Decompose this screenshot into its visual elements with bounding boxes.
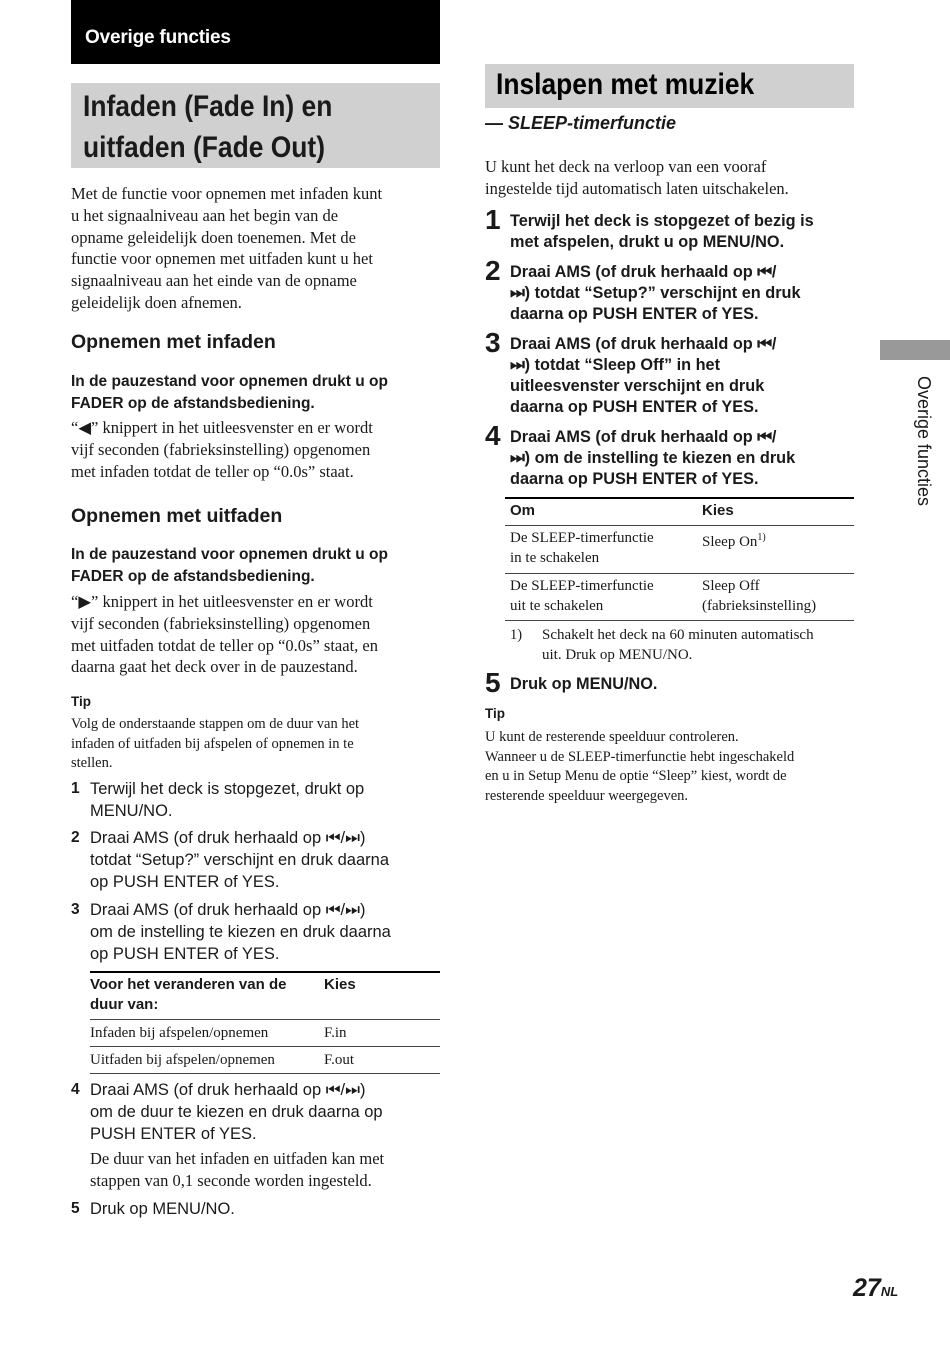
table-row: Infaden bij afspelen/opnemen F.in [90, 1025, 347, 1041]
fadeout-text: “▶” knippert in het uitleesvenster en er wordt vijf seconden (fabrieksinstelling) opgenomen met uitfaden totdat de teller op “0.0s” staat, en daarna gaat het deck over in de pauzestand. [71, 592, 378, 677]
right-title-box [485, 64, 854, 108]
right-table-row-1 [510, 528, 854, 572]
table-row: Uitfaden bij afspelen/opnemen F.out [90, 1052, 355, 1068]
section-band-label: Overige functies [85, 27, 231, 48]
table-row: De SLEEP-timerfunctie uit te schakelen Sleep Off (fabrieksinstelling) [510, 578, 817, 614]
right-subtitle: — SLEEP-timerfunctie [485, 113, 677, 133]
right-intro: U kunt het deck na verloop van een vooraf ingestelde tijd automatisch laten uitschakelen. [485, 157, 789, 198]
fadeout-instruction: In de pauzestand voor opnemen drukt u op FADER op de afstandsbediening. [71, 546, 388, 585]
fadeout-heading: Opnemen met uitfaden [71, 505, 283, 527]
left-step-4-note: De duur van het infaden en uitfaden kan met stappen van 0,1 seconde worden ingesteld. [90, 1149, 385, 1190]
left-table-body [90, 1023, 440, 1077]
left-table [90, 975, 440, 1019]
section-band [71, 0, 440, 64]
page-number: 27NL [853, 1274, 899, 1302]
table-row: De SLEEP-timerfunctie in te schakelen Sleep On$^{1)}$ [510, 530, 766, 566]
side-tab-label: Overige functies [914, 376, 934, 507]
left-table-top-rule [90, 971, 440, 973]
fadein-instruction: In de pauzestand voor opnemen drukt u op FADER op de afstandsbediening. [71, 373, 388, 412]
fadein-heading: Opnemen met infaden [71, 331, 276, 353]
right-table-head [510, 501, 854, 524]
fadein-text: “◀” knippert in het uitleesvenster en er wordt vijf seconden (fabrieksinstelling) opgenomen met infaden totdat de teller op “0.0s” staat. [71, 418, 373, 481]
left-title: Infaden (Fade In) en uitfaden (Fade Out) [83, 90, 333, 164]
footnote-mark: 1) [510, 627, 523, 643]
footnote-text: Schakelt het deck na 60 minuten automatisch uit. Druk op MENU/NO. [542, 627, 814, 663]
right-tip-text: U kunt de resterende speelduur controleren. Wanneer u de SLEEP-timerfunctie hebt ingeschakeld en u in Setup Menu de optie “Sleep” kiest, wordt de resterende speelduur weergegeven. [485, 729, 795, 804]
left-tip-heading: Tip [71, 694, 91, 709]
right-table-row-2 [510, 576, 854, 620]
left-intro: Met de functie voor opnemen met infaden kunt u het signaalniveau aan het begin van de opname geleidelijk doen toenemen. Met de functie voor opnemen met uitfaden kunt u het signaalniveau aan het einde van de opname geleidelijk doen afnemen. [71, 184, 383, 312]
left-table-header-1: Voor het veranderen van de duur van: [90, 976, 287, 1013]
right-table-header-1: Om [510, 502, 536, 519]
side-tab-marker [880, 340, 950, 360]
right-table-top-rule [505, 497, 854, 499]
left-title-box [71, 83, 440, 168]
right-tip-heading: Tip [485, 706, 505, 721]
right-title: Inslapen met muziek [496, 68, 755, 101]
left-table-header-2: Kies [324, 976, 356, 993]
left-tip-text: Volg de onderstaande stappen om de duur van het infaden of uitfaden bij afspelen of opnemen in te stellen. [71, 716, 360, 771]
right-table-header-2: Kies [702, 502, 734, 519]
